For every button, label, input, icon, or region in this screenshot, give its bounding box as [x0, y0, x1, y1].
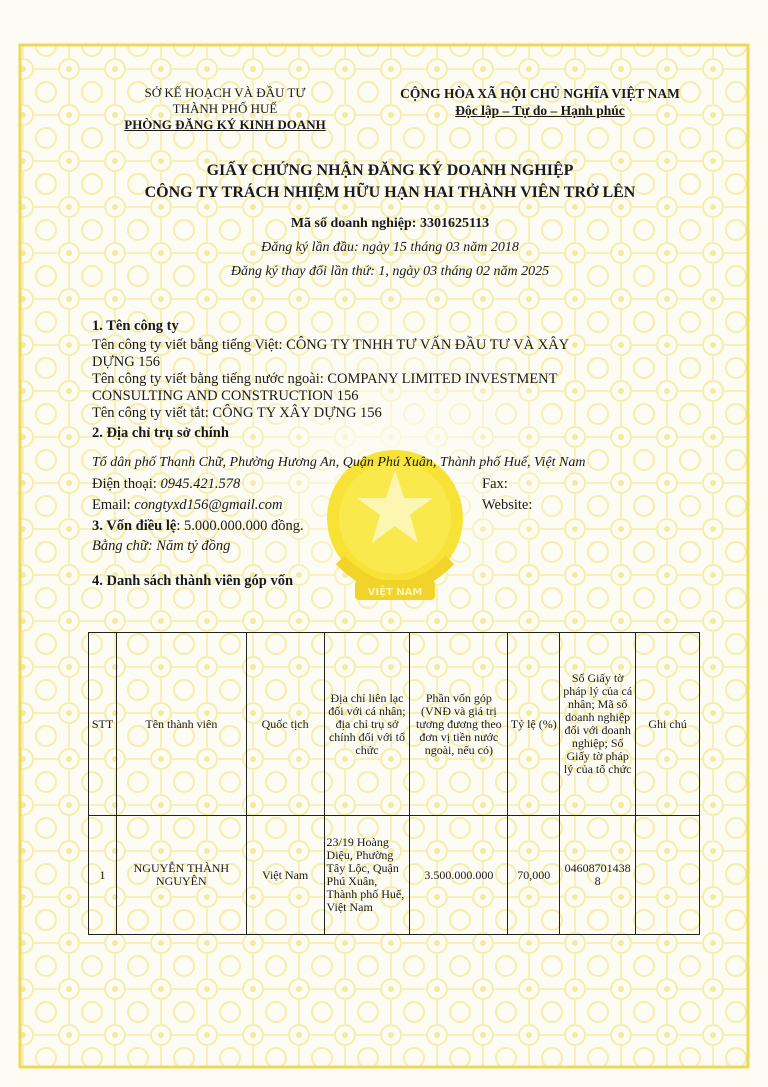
- col-note: Ghi chú: [636, 633, 700, 816]
- foreign-name-line1: Tên công ty viết bằng tiếng nước ngoài: COMPANY LIMITED INVESTMENT: [92, 371, 558, 387]
- national-motto: [370, 85, 710, 119]
- email-row: [92, 497, 283, 514]
- section2-heading: 2. Địa chỉ trụ sở chính: [92, 425, 229, 441]
- cell-ratio: 70,000: [508, 816, 560, 935]
- cell-note: [636, 816, 700, 935]
- nation-line2: Độc lập – Tự do – Hạnh phúc: [455, 103, 625, 118]
- table-header-row: [89, 633, 700, 816]
- capital-value: : 5.000.000.000 đồng.: [176, 518, 304, 534]
- first-registration: Đăng ký lần đầu: ngày 15 tháng 03 năm 2018: [261, 240, 519, 255]
- foreign-name-line2: CONSULTING AND CONSTRUCTION 156: [92, 388, 359, 404]
- phone-label: Điện thoại:: [92, 476, 157, 492]
- section4-heading: 4. Danh sách thành viên góp vốn: [92, 573, 294, 589]
- website-label: Website:: [482, 497, 533, 513]
- vn-name-line1: Tên công ty viết bằng tiếng Việt: CÔNG TY TNHH TƯ VẤN ĐẦU TƯ VÀ XÂY: [92, 337, 570, 353]
- nation-line1: CỘNG HÒA XÃ HỘI CHỦ NGHĨA VIỆT NAM: [400, 86, 680, 101]
- cell-stt: 1: [89, 816, 117, 935]
- dept-line1: SỞ KẾ HOẠCH VÀ ĐẦU TƯ: [144, 85, 306, 100]
- title-line2: CÔNG TY TRÁCH NHIỆM HỮU HẠN HAI THÀNH VIÊN TRỞ LÊN: [144, 184, 636, 201]
- fax-label: Fax:: [482, 476, 508, 492]
- certificate-title: [60, 160, 720, 204]
- col-nationality: Quốc tịch: [246, 633, 324, 816]
- col-address: Địa chỉ liên lạc đối với cá nhân; địa chỉ trụ sở chính đối với tổ chức: [324, 633, 410, 816]
- issuing-office: [100, 85, 350, 133]
- phone-row: [92, 476, 240, 493]
- cell-nationality: Việt Nam: [246, 816, 324, 935]
- col-ratio: Tỷ lệ (%): [508, 633, 560, 816]
- col-legal-doc: Số Giấy tờ pháp lý của cá nhân; Mã số doanh nghiệp đối với doanh nghiệp; Số Giấy tờ pháp lý của tổ chức: [560, 633, 636, 816]
- capital-in-words: Bằng chữ: Năm tỷ đồng: [92, 538, 231, 554]
- dept-line2: THÀNH PHỐ HUẾ: [172, 101, 278, 116]
- enterprise-code: Mã số doanh nghiệp: 3301625113: [290, 216, 490, 231]
- address: Tổ dân phố Thanh Chữ, Phường Hương An, Quận Phú Xuân, Thành phố Huế, Việt Nam: [92, 455, 586, 470]
- section3-heading: 3. Vốn điều lệ: [92, 518, 177, 534]
- email-label: Email:: [92, 497, 131, 513]
- cell-member-name: NGUYỄN THÀNH NGUYÊN: [116, 816, 246, 935]
- change-registration: Đăng ký thay đổi lần thứ: 1, ngày 03 tháng 02 năm 2025: [230, 264, 550, 279]
- capital-row: [92, 518, 304, 535]
- section1-heading: 1. Tên công ty: [92, 318, 179, 334]
- col-capital: Phần vốn góp (VNĐ và giá trị tương đương theo đơn vị tiền nước ngoài, nếu có): [410, 633, 508, 816]
- dept-line3: PHÒNG ĐĂNG KÝ KINH DOANH: [124, 117, 326, 132]
- phone-value: 0945.421.578: [160, 476, 241, 492]
- emblem-ribbon-text: VIỆT NAM: [367, 587, 423, 598]
- short-name: Tên công ty viết tắt: CÔNG TY XÂY DỰNG 156: [92, 405, 382, 421]
- cell-legal-doc: 046087014388: [560, 816, 636, 935]
- cell-address: 23/19 Hoàng Diệu, Phường Tây Lộc, Quận Phú Xuân, Thành phố Huế, Việt Nam: [324, 816, 410, 935]
- col-member-name: Tên thành viên: [116, 633, 246, 816]
- col-stt: STT: [89, 633, 117, 816]
- table-row: [89, 816, 700, 935]
- email-value: congtyxd156@gmail.com: [134, 497, 283, 513]
- vn-name-line2: DỰNG 156: [92, 354, 161, 370]
- members-table: [88, 632, 700, 935]
- title-line1: GIẤY CHỨNG NHẬN ĐĂNG KÝ DOANH NGHIỆP: [206, 162, 574, 179]
- cell-capital: 3.500.000.000: [410, 816, 508, 935]
